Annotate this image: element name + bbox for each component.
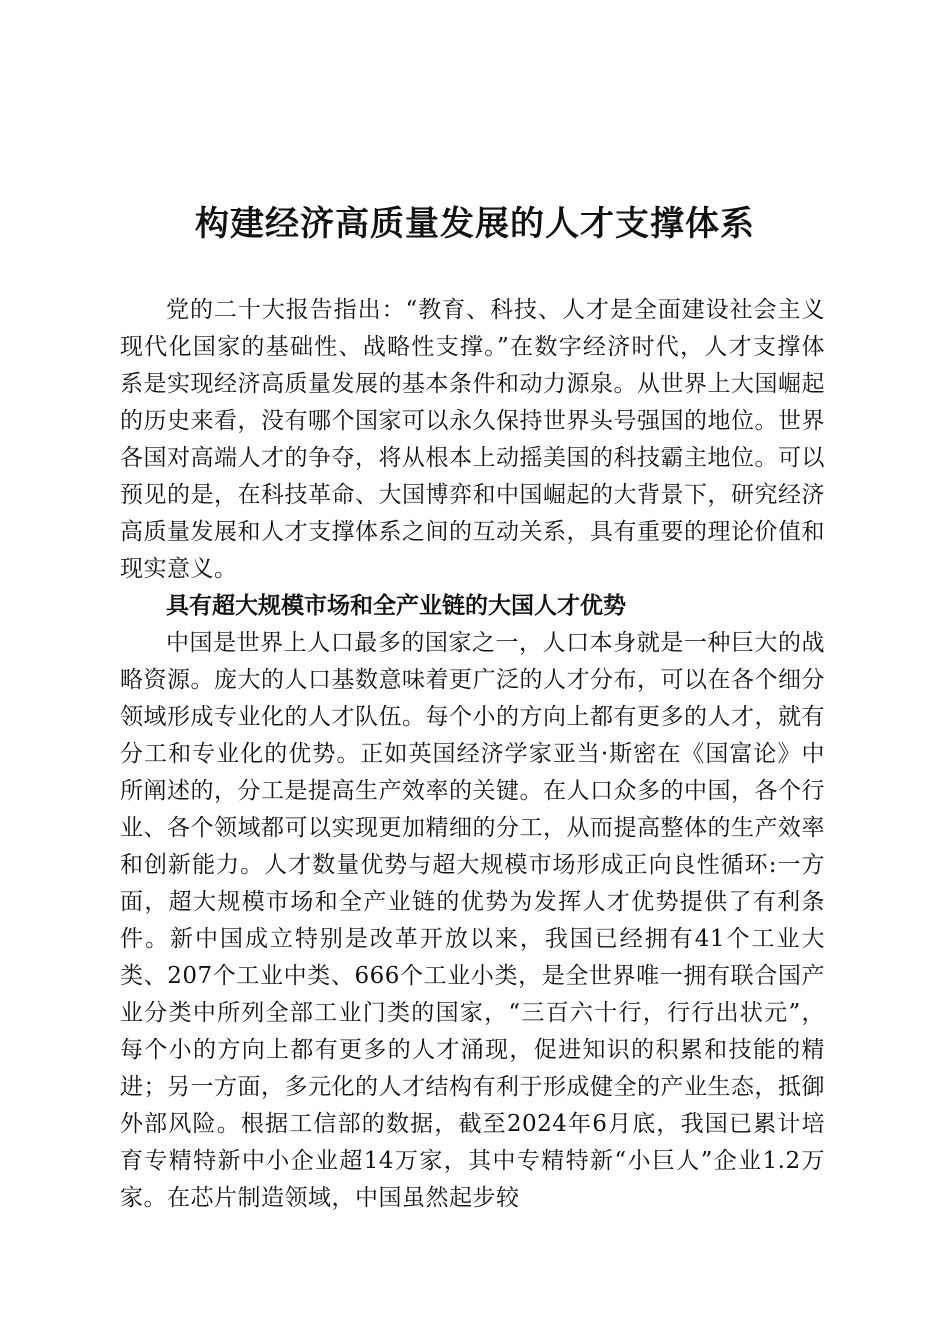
document-body <box>120 292 825 1217</box>
intro-paragraph: 党的二十大报告指出：“教育、科技、人才是全面建设社会主义现代化国家的基础性、战略性支撑。”在数字经济时代，人才支撑体系是实现经济高质量发展的基本条件和动力源泉。从世界上大国崛起的历史来看，没有哪个国家可以永久保持世界头号强国的地位。世界各国对高端人才的争夺，将从根本上动摇美国的科技霸主地位。可以预见的是，在科技革命、大国博弈和中国崛起的大背景下，研究经济高质量发展和人才支撑体系之间的互动关系，具有重要的理论价值和现实意义。 <box>120 297 825 582</box>
section-paragraph: 中国是世界上人口最多的国家之一，人口本身就是一种巨大的战略资源。庞大的人口基数意味着更广泛的人才分布，可以在各个细分领域形成专业化的人才队伍。每个小的方向上都有更多的人才，就有分工和专业化的优势。正如英国经济学家亚当·斯密在《国富论》中所阐述的，分工是提高生产效率的关键。在人口众多的中国，各个行业、各个领域都可以实现更加精细的分工，从而提高整体的生产效率和创新能力。人才数量优势与超大规模市场形成正向良性循环:一方面，超大规模市场和全产业链的优势为发挥人才优势提供了有利条件。新中国成立特别是改革开放以来，我国已经拥有41个工业大类、207个工业中类、666个工业小类，是全世界唯一拥有联合国产业分类中所列全部工业门类的国家，“三百六十行，行行出状元”，每个小的方向上都有更多的人才涌现，促进知识的积累和技能的精进；另一方面，多元化的人才结构有利于形成健全的产业生态，抵御外部风险。根据工信部的数据，截至2024年6月底，我国已累计培育专精特新中小企业超14万家，其中专精特新“小巨人”企业1.2万家。在芯片制造领域，中国虽然起步较 <box>120 630 825 1211</box>
document-title: 构建经济高质量发展的人才支撑体系 <box>195 204 755 244</box>
section-heading: 具有超大规模市场和全产业链的大国人才优势 <box>166 593 626 619</box>
